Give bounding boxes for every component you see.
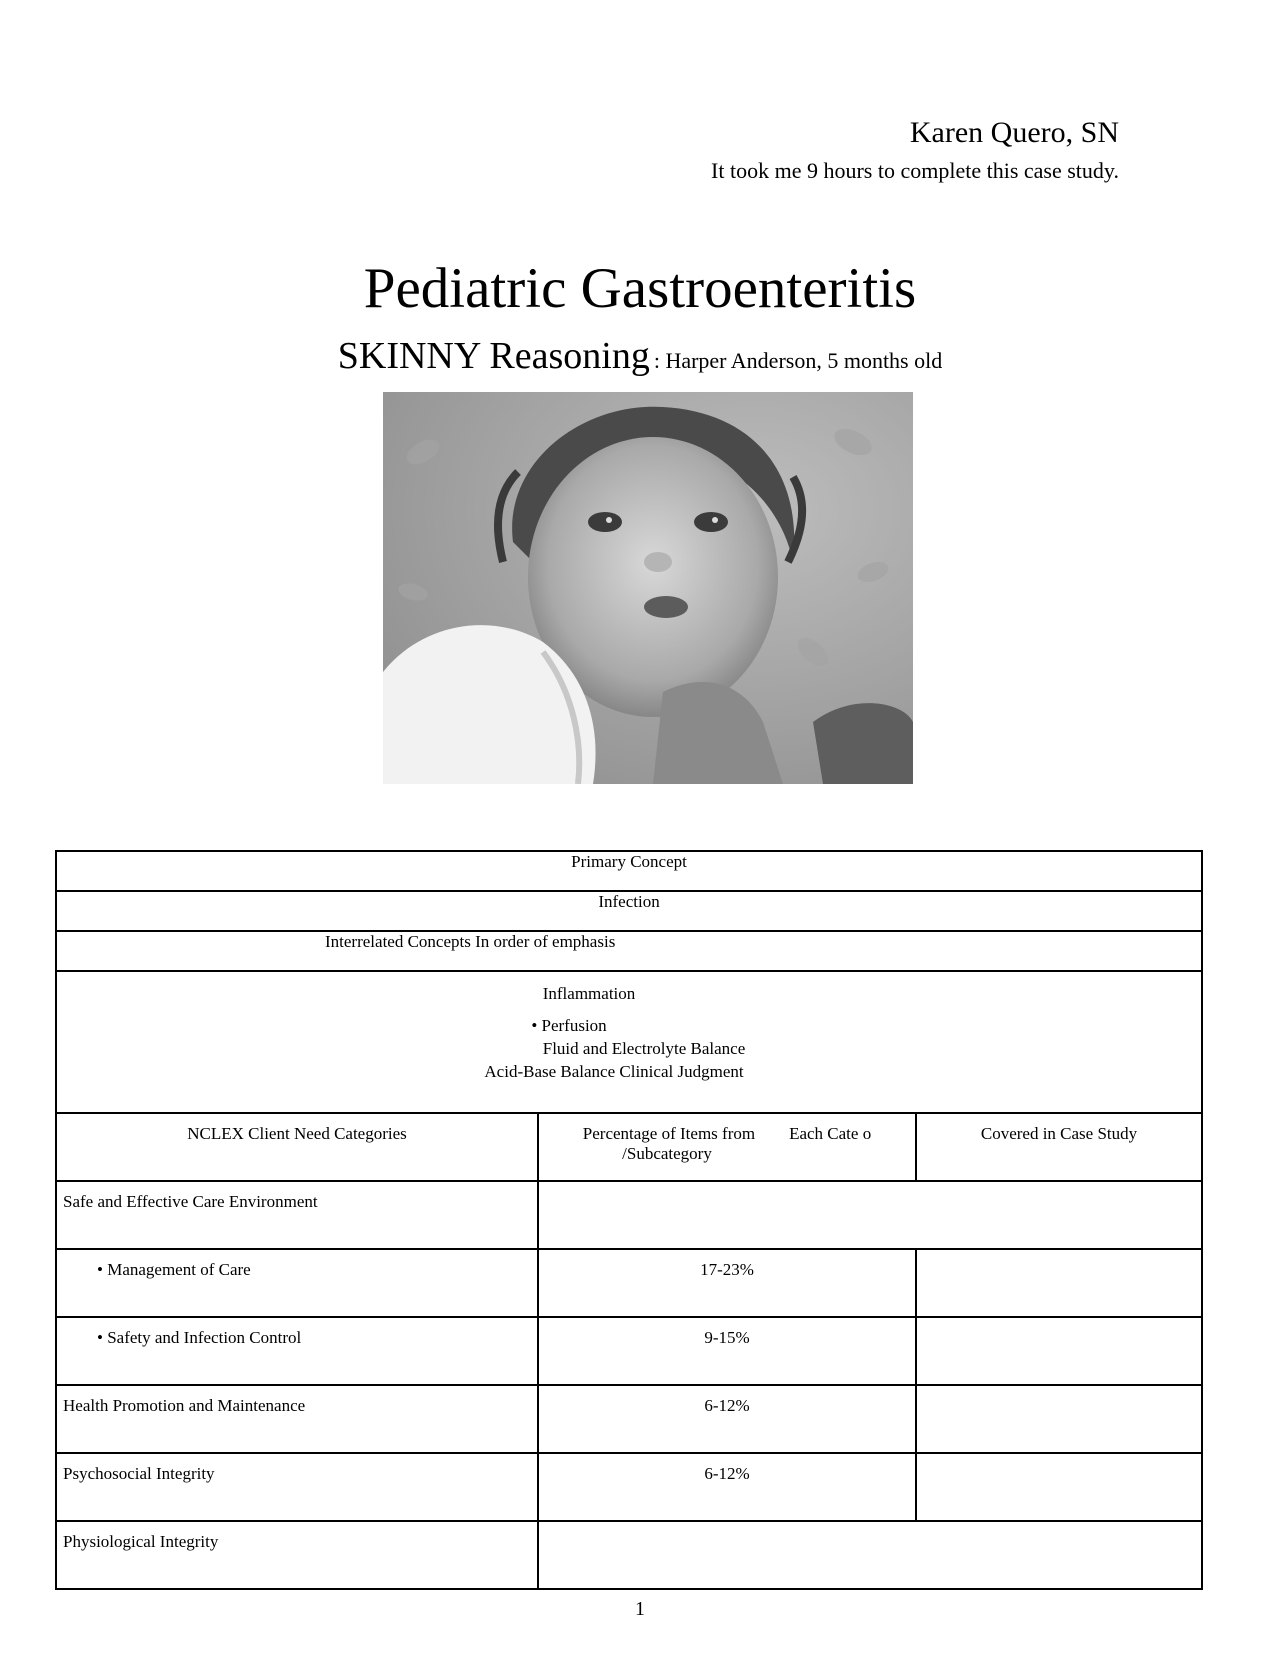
row-covered <box>916 1317 1202 1385</box>
row-category: Physiological Integrity <box>56 1521 538 1589</box>
primary-concept-value: Infection <box>56 891 1202 931</box>
concept-item: Inflammation <box>542 984 636 1003</box>
interrelated-concepts-list <box>56 971 1202 1113</box>
subtitle-main: SKINNY Reasoning <box>337 335 650 377</box>
row-covered <box>916 1453 1202 1521</box>
row-covered <box>916 1249 1202 1317</box>
table-row <box>56 1521 1202 1589</box>
primary-concept-label: Primary Concept <box>56 851 1202 891</box>
interrelated-concepts-label: Interrelated Concepts In order of emphasis <box>56 931 1202 971</box>
table-row <box>56 1249 1202 1317</box>
header-covered: Covered in Case Study <box>916 1113 1202 1181</box>
row-category: • Safety and Infection Control <box>56 1317 538 1385</box>
concept-item: Fluid and Electrolyte Balance <box>542 1039 746 1058</box>
time-note: It took me 9 hours to complete this case study. <box>711 158 1119 183</box>
header-percentage <box>538 1113 916 1181</box>
row-category: Health Promotion and Maintenance <box>56 1385 538 1453</box>
document-subtitle <box>0 334 1280 378</box>
author-name: Karen Quero, SN <box>909 116 1119 149</box>
row-percentage: 6-12% <box>538 1453 916 1521</box>
table-row <box>56 1385 1202 1453</box>
table-row <box>56 1453 1202 1521</box>
row-percentage: 6-12% <box>538 1385 916 1453</box>
infant-photo-illustration <box>383 392 913 784</box>
row-percentage <box>538 1521 1202 1589</box>
row-percentage <box>538 1181 1202 1249</box>
row-category: Psychosocial Integrity <box>56 1453 538 1521</box>
concept-item: Acid-Base Balance Clinical Judgment <box>484 1062 744 1081</box>
table-row <box>56 1317 1202 1385</box>
table-row <box>56 1181 1202 1249</box>
header-percentage-line1: Percentage of Items from Each Cate o <box>582 1124 872 1143</box>
subtitle-patient: : Harper Anderson, 5 months old <box>653 348 943 373</box>
row-percentage: 9-15% <box>538 1317 916 1385</box>
row-percentage: 17-23% <box>538 1249 916 1317</box>
row-covered <box>916 1385 1202 1453</box>
document-title: Pediatric Gastroenteritis <box>363 257 917 320</box>
row-category: Safe and Effective Care Environment <box>56 1181 538 1249</box>
concept-item: • Perfusion <box>531 1016 607 1035</box>
patient-photo <box>383 392 913 784</box>
header-percentage-line2: /Subcategory <box>622 1144 712 1163</box>
concepts-table <box>55 850 1203 1590</box>
page-number: 1 <box>635 1598 645 1620</box>
header-category: NCLEX Client Need Categories <box>56 1113 538 1181</box>
row-category: • Management of Care <box>56 1249 538 1317</box>
